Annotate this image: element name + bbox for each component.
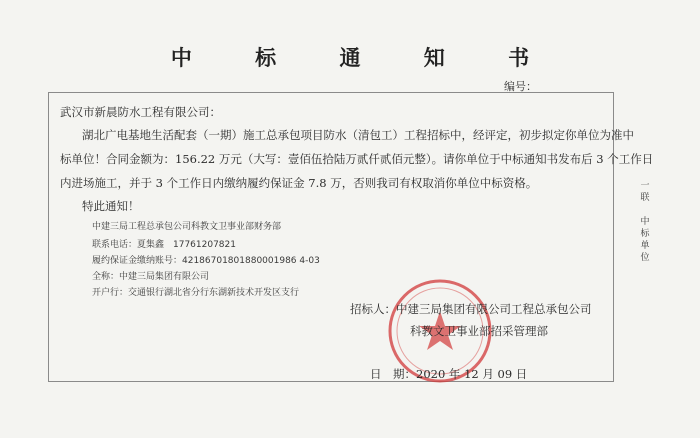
side-char: 标 (640, 229, 650, 239)
closing-text: 特此通知！ (82, 199, 140, 213)
side-char (638, 204, 652, 216)
info-account: 履约保证金缴纳账号：42186701801880001986 4-03 (92, 256, 320, 266)
issue-date: 日 期：2020 年 12 月 09 日 (370, 367, 528, 381)
info-bank: 开户行：交通银行湖北省分行东湖新技术开发区支行 (92, 288, 300, 298)
copy-label-vertical (638, 180, 652, 264)
body-line-3: 内进场施工，并于 3 个工作日内缴纳履约保证金 7.8 万，否则我司有权取消你单位中标资格。 (60, 176, 538, 190)
body-line-1: 湖北广电基地生活配套（一期）施工总承包项目防水（清包工）工程招标中，经评定，初步拟定你单位为准中 (82, 128, 634, 142)
side-char: 一 (640, 181, 650, 191)
side-char: 中 (640, 217, 650, 227)
side-char: 联 (640, 193, 650, 203)
addressee: 武汉市新晨防水工程有限公司： (60, 105, 221, 119)
issuer-department: 科教文卫事业部招采管理部 (410, 324, 548, 338)
side-char: 单 (640, 241, 650, 251)
info-contact: 联系电话：夏集鑫 17761207821 (92, 240, 236, 250)
document-title: 中 标 通 知 书 (170, 45, 558, 70)
document-number-label: 编号： (504, 80, 537, 93)
info-name: 全称：中建三局集团有限公司 (92, 272, 210, 282)
info-unit: 中建三局工程总承包公司科教文卫事业部财务部 (92, 222, 282, 232)
issuer-company: 招标人：中建三局集团有限公司工程总承包公司 (350, 302, 592, 316)
body-line-2: 标单位！合同金额为：156.22 万元（大写：壹佰伍拾陆万贰仟贰佰元整）。请你单位于中标通知书发布后 3 个工作日 (60, 152, 654, 166)
side-char: 位 (640, 253, 650, 263)
